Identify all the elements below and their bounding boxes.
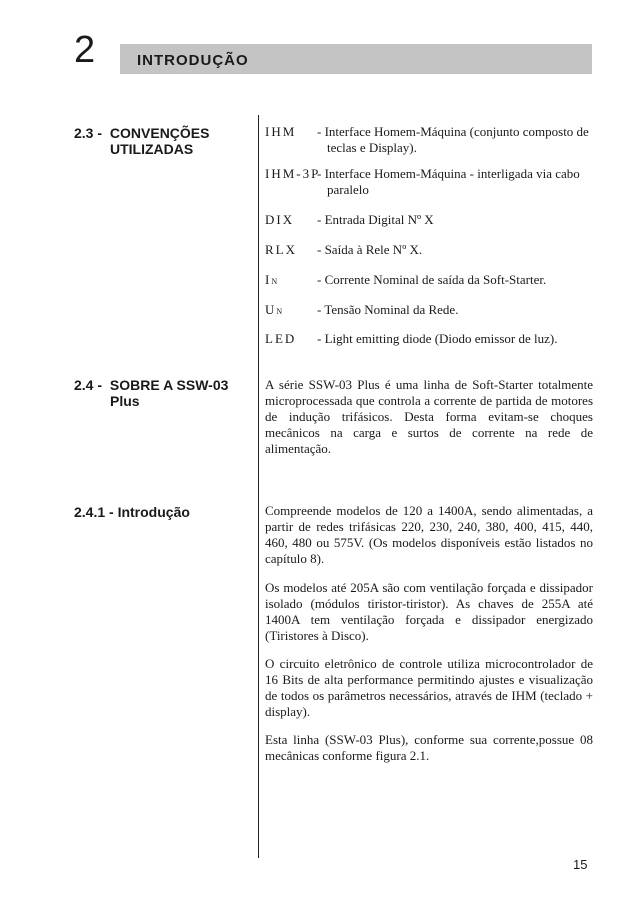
- section-title-line2: UTILIZADAS: [110, 141, 194, 157]
- page-number: 15: [573, 857, 588, 872]
- definition-term: IHM-3P: [265, 166, 321, 181]
- definition-item: [265, 272, 595, 288]
- definition-desc: - Tensão Nominal da Rede.: [317, 302, 459, 317]
- section-number: 2.4 -: [74, 377, 103, 393]
- definition-term: UN: [265, 302, 285, 317]
- section-title-line1: SOBRE A SSW-03: [109, 377, 229, 393]
- intro-paragraph: Esta linha (SSW-03 Plus), conforme sua corrente,possue 08 mecânicas conforme figura 2.1.: [265, 732, 593, 763]
- definition-desc: - Interface Homem-Máquina (conjunto composto de teclas e Display).: [317, 124, 589, 155]
- definition-item: [265, 124, 595, 156]
- column-divider: [258, 115, 259, 858]
- chapter-title: INTRODUÇÃO: [137, 52, 249, 69]
- definition-term: IHM: [265, 124, 297, 139]
- chapter-number: 2: [74, 29, 96, 71]
- section-heading-intro: 2.4.1 - Introdução: [74, 504, 190, 520]
- definition-item: [265, 302, 595, 318]
- definition-item: [265, 166, 595, 198]
- section-number: 2.3 -: [74, 125, 103, 141]
- definition-desc: - Saída à Rele Nº X.: [317, 242, 423, 257]
- section-heading-conventions: [74, 125, 254, 157]
- section-title-line2: Plus: [110, 393, 140, 409]
- definition-desc: - Interface Homem-Máquina - interligada via cabo paralelo: [317, 166, 580, 197]
- definition-term: IN: [265, 272, 280, 287]
- definition-desc: - Corrente Nominal de saída da Soft-Starter.: [317, 272, 547, 287]
- definition-desc: - Entrada Digital Nº X: [317, 212, 434, 227]
- intro-paragraph: Compreende modelos de 120 a 1400A, sendo alimentadas, a partir de redes trifásicas 220, 230, 240, 380, 400, 415, 440, 460, 480 ou 575V. (Os modelos disponíveis estão listados no capítulo 8).: [265, 503, 593, 566]
- definition-term: RLX: [265, 242, 297, 257]
- section-title-line1: CONVENÇÕES: [109, 125, 210, 141]
- definition-item: [265, 242, 595, 258]
- intro-paragraph: Os modelos até 205A são com ventilação forçada e dissipador isolado (módulos tiristor-tiristor). As chaves de 255A até 1400A tem ventilação forçada e dissipador energizado (Tiristores à Disco).: [265, 580, 593, 643]
- definition-term: DIX: [265, 212, 295, 227]
- about-paragraph: A série SSW-03 Plus é uma linha de Soft-Starter totalmente microprocessada que controla a corrente de partida de motores de indução trifásicos. Desta forma evitam-se choques mecânicos na carga e surtos de corrente na rede de alimentação.: [265, 377, 593, 456]
- section-heading-about: [74, 377, 254, 409]
- definition-term: LED: [265, 331, 297, 346]
- intro-paragraph: O circuito eletrônico de controle utiliza microcontrolador de 16 Bits de alta performance permitindo ajustes e visualização de todos os parâmetros necessários, através de IHM (teclado + display).: [265, 656, 593, 719]
- definition-item: [265, 331, 595, 347]
- definition-desc: - Light emitting diode (Diodo emissor de luz).: [317, 331, 558, 346]
- definition-item: [265, 212, 595, 228]
